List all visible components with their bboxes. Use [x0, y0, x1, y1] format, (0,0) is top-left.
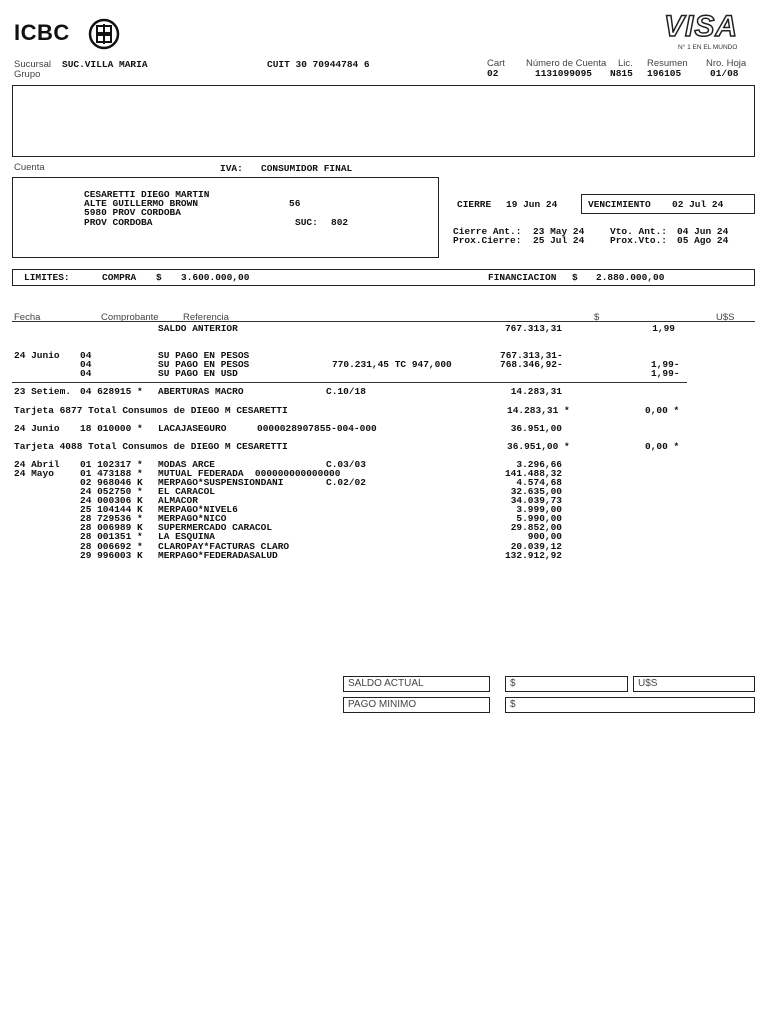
row-extra: C.02/02 — [326, 477, 366, 488]
vencimiento-label: VENCIMIENTO — [588, 199, 651, 210]
hoja-label: Nro. Hoja — [706, 58, 747, 69]
card-total-pesos: 36.951,00 * — [507, 441, 570, 452]
row-referencia: EL CARACOL — [158, 486, 216, 497]
cuit-value: CUIT 30 70944784 6 — [267, 59, 370, 70]
suc-label: SUC: — [295, 217, 318, 228]
row-referencia: MERPAGO*NICO — [158, 513, 227, 524]
grupo-label: Grupo — [14, 69, 41, 80]
row-comprobante: 01 473188 * — [80, 468, 143, 479]
limits-label: LIMITES: — [24, 272, 70, 283]
lic-value: N815 — [610, 68, 633, 79]
row-referencia: MODAS ARCE — [158, 459, 216, 470]
row-usd: 1,99- — [651, 368, 680, 379]
lic-label: Lic. — [618, 58, 633, 69]
row-referencia: MUTUAL FEDERADA 000000000000000 — [158, 468, 341, 479]
row-fecha: 24 Junio — [14, 423, 60, 434]
holder-province: PROV CORDOBA — [84, 217, 153, 228]
prox-cierre-label: Prox.Cierre: — [453, 235, 522, 246]
row-comprobante: 04 — [80, 350, 92, 361]
pago-minimo-pesos-box — [505, 697, 755, 713]
compra-value: 3.600.000,00 — [181, 272, 250, 283]
row-pesos: 32.635,00 — [510, 486, 562, 497]
row-referencia: SU PAGO EN PESOS — [158, 359, 250, 370]
vto-ant-label: Vto. Ant.: — [610, 226, 668, 237]
vto-ant-value: 04 Jun 24 — [677, 226, 729, 237]
row-pesos: 3.296,66 — [516, 459, 562, 470]
row-pesos: 132.912,92 — [504, 550, 562, 561]
row-referencia: SUPERMERCADO CARACOL — [158, 522, 273, 533]
row-referencia: SU PAGO EN PESOS — [158, 350, 250, 361]
account-number-value: 1131099095 — [535, 68, 593, 79]
row-comprobante: 28 006692 * — [80, 541, 143, 552]
account-number-label: Número de Cuenta — [526, 58, 607, 69]
sucursal-label: Sucursal — [14, 59, 51, 70]
row-comprobante: 28 001351 * — [80, 531, 143, 542]
row-referencia: ABERTURAS MACRO — [158, 386, 244, 397]
cierre-value: 19 Jun 24 — [506, 199, 558, 210]
row-referencia: CLAROPAY*FACTURAS CLARO — [158, 541, 290, 552]
row-pesos: 767.313,31- — [500, 350, 563, 361]
row-pesos: 20.039,12 — [510, 541, 562, 552]
row-comprobante: 04 — [80, 368, 92, 379]
prox-vto-label: Prox.Vto.: — [610, 235, 668, 246]
row-usd: 1,99- — [651, 359, 680, 370]
saldo-actual-usd-label: U$S — [638, 678, 658, 689]
compra-currency: $ — [156, 272, 162, 283]
col-referencia-header: Referencia — [183, 312, 229, 323]
col-pesos-header: $ — [594, 312, 600, 323]
row-pesos: 900,00 — [527, 531, 562, 542]
visa-logo: VISA — [664, 10, 739, 43]
row-extra: 0000028907855-004-000 — [257, 423, 377, 434]
financiacion-value: 2.880.000,00 — [596, 272, 665, 283]
row-referencia: SALDO ANTERIOR — [158, 323, 238, 334]
prox-cierre-value: 25 Jul 24 — [533, 235, 585, 246]
cierre-label: CIERRE — [457, 199, 492, 210]
row-comprobante: 28 006989 K — [80, 522, 143, 533]
pago-minimo-label: PAGO MINIMO — [348, 699, 417, 710]
row-referencia: MERPAGO*FEDERADASALUD — [158, 550, 278, 561]
row-comprobante: 02 968046 K — [80, 477, 143, 488]
message-box — [12, 85, 755, 157]
row-referencia: LA ESQUINA — [158, 531, 216, 542]
row-referencia: MERPAGO*SUSPENSIONDANI — [158, 477, 284, 488]
col-comprobante-header: Comprobante — [101, 312, 159, 323]
visa-tagline: N° 1 EN EL MUNDO — [678, 44, 738, 51]
cart-value: 02 — [487, 68, 499, 79]
row-extra: 770.231,45 TC 947,000 — [332, 359, 452, 370]
row-extra: C.03/03 — [326, 459, 366, 470]
holder-street-number: 56 — [289, 198, 301, 209]
prox-vto-value: 05 Ago 24 — [677, 235, 729, 246]
card-total-label: Tarjeta 4088 Total Consumos de DIEGO M CESARETTI — [14, 441, 288, 452]
row-fecha: 24 Junio — [14, 350, 60, 361]
saldo-actual-pesos-box — [505, 676, 628, 692]
address-box — [12, 177, 439, 258]
card-total-pesos: 14.283,31 * — [507, 405, 570, 416]
row-pesos: 4.574,68 — [516, 477, 562, 488]
row-pesos: 768.346,92- — [500, 359, 563, 370]
cierre-ant-value: 23 May 24 — [533, 226, 585, 237]
payments-rule — [12, 382, 687, 383]
row-comprobante: 18 010000 * — [80, 423, 143, 434]
row-usd: 1,99 — [652, 323, 675, 334]
cart-label: Cart — [487, 58, 505, 69]
iva-value: CONSUMIDOR FINAL — [261, 163, 353, 174]
card-total-label: Tarjeta 6877 Total Consumos de DIEGO M CESARETTI — [14, 405, 288, 416]
col-usd-header: U$S — [716, 312, 735, 323]
row-comprobante: 28 729536 * — [80, 513, 143, 524]
row-comprobante: 25 104144 K — [80, 504, 143, 515]
row-referencia: LACAJASEGURO — [158, 423, 227, 434]
sucursal-value: SUC.VILLA MARIA — [62, 59, 148, 70]
holder-city: 5980 PROV CORDOBA — [84, 207, 181, 218]
row-referencia: MERPAGO*NIVEL6 — [158, 504, 238, 515]
table-header-rule — [12, 321, 755, 322]
iva-label: IVA: — [220, 163, 243, 174]
holder-street: ALTE GUILLERMO BROWN — [84, 198, 199, 209]
pago-minimo-pesos-label: $ — [510, 699, 516, 710]
compra-label: COMPRA — [102, 272, 137, 283]
row-pesos: 141.488,32 — [504, 468, 562, 479]
row-comprobante: 04 628915 * — [80, 386, 143, 397]
row-fecha: 24 Abril — [14, 459, 60, 470]
row-fecha: 23 Setiem. — [14, 386, 72, 397]
row-referencia: ALMACOR — [158, 495, 198, 506]
row-pesos: 14.283,31 — [510, 386, 562, 397]
resumen-label: Resumen — [647, 58, 688, 69]
row-pesos: 767.313,31 — [504, 323, 562, 334]
hoja-value: 01/08 — [710, 68, 739, 79]
resumen-value: 196105 — [647, 68, 682, 79]
cuenta-label: Cuenta — [14, 162, 45, 173]
bank-seal-icon — [88, 18, 120, 50]
card-total-usd: 0,00 * — [645, 441, 680, 452]
row-pesos: 3.999,00 — [516, 504, 562, 515]
row-comprobante: 24 052750 * — [80, 486, 143, 497]
row-pesos: 36.951,00 — [510, 423, 562, 434]
row-comprobante: 01 102317 * — [80, 459, 143, 470]
row-pesos: 5.990,00 — [516, 513, 562, 524]
col-fecha-header: Fecha — [14, 312, 41, 323]
cierre-ant-label: Cierre Ant.: — [453, 226, 522, 237]
row-pesos: 34.039,73 — [510, 495, 562, 506]
row-referencia: SU PAGO EN USD — [158, 368, 238, 379]
row-comprobante: 24 000306 K — [80, 495, 143, 506]
card-total-usd: 0,00 * — [645, 405, 680, 416]
row-extra: C.10/18 — [326, 386, 366, 397]
suc-value: 802 — [331, 217, 349, 228]
bank-logo-text: ICBC — [14, 20, 70, 45]
row-pesos: 29.852,00 — [510, 522, 562, 533]
financiacion-label: FINANCIACION — [488, 272, 557, 283]
saldo-actual-label: SALDO ACTUAL — [348, 678, 424, 689]
financiacion-currency: $ — [572, 272, 578, 283]
row-fecha: 24 Mayo — [14, 468, 54, 479]
saldo-actual-pesos-label: $ — [510, 678, 516, 689]
row-comprobante: 29 996003 K — [80, 550, 143, 561]
vencimiento-value: 02 Jul 24 — [672, 199, 724, 210]
holder-name: CESARETTI DIEGO MARTIN — [84, 189, 210, 200]
row-comprobante: 04 — [80, 359, 92, 370]
